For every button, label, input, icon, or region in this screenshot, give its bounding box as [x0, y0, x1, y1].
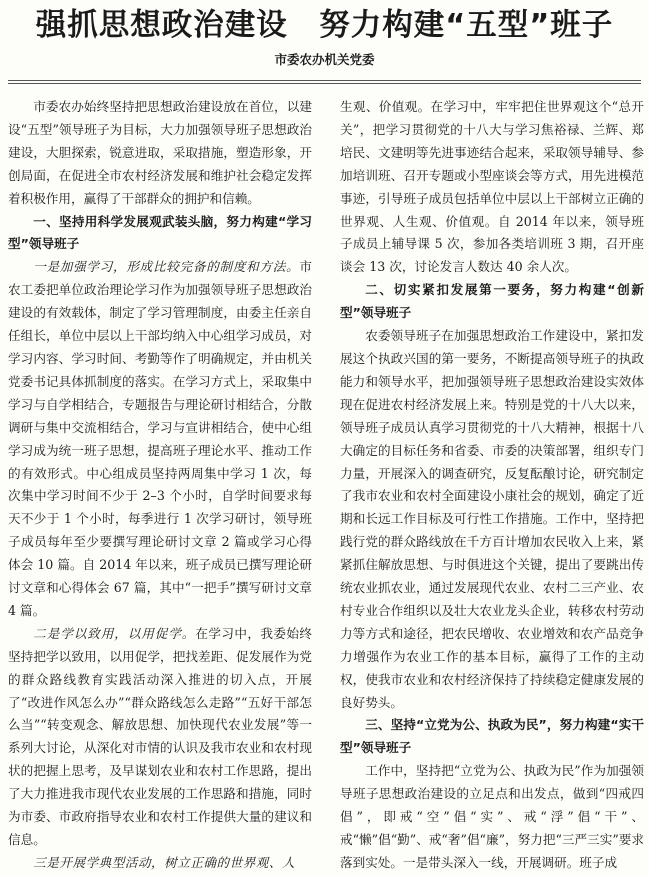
- body-paragraph: [8, 623, 312, 852]
- header-rule-bottom: [8, 83, 641, 84]
- point-lead: 三是开展学典型活动，树立正确的世界观、人: [33, 854, 296, 870]
- body-paragraph: [8, 256, 312, 623]
- point-text: 在学习中，我委始终坚持把学以致用，以用促学，把找差距、促发展作为党的群众路线教育实践活动深入推进的切入点，开展了“改进作风怎么办”“群众路线怎么走路”“五好干部怎么当”“转变观念、解放思想、加快现代农业发展”等一系列大讨论，从深化对市情的认识及我市农业和农村现状的把握上思考，及早谋划农业和农村工作思路，提出了大力推进我市现代农业发展的工作思路和措施，同时为市委、市政府指导农业和农村工作提供大量的建议和信息。: [8, 625, 313, 847]
- body-paragraph: [8, 852, 312, 875]
- point-lead: 一是加强学习，形成比较完备的制度和方法。: [33, 259, 300, 275]
- left-column: [8, 96, 312, 875]
- section-heading-2: 二、切实紧扣发展第一要务，努力构建“创新型”领导班子: [340, 282, 644, 321]
- header-rule-top: [8, 80, 641, 81]
- point-lead: 二是学以致用，以用促学。: [33, 625, 196, 641]
- section-heading-1: 一、坚持用科学发展观武装头脑，努力构建“学习型”领导班子: [8, 213, 312, 252]
- article-byline: 市委农办机关党委: [274, 52, 375, 67]
- body-paragraph: 农委领导班子在加强思想政治工作建设中，紧扣发展这个执政兴国的第一要务，不断提高领导班子的执政能力和领导水平，把加强领导班子思想政治建设实效体现在促进农村经济发展上来。特别是党的十八大以来，领导班子成员认真学习贯彻党的十八大精神，根据十八大确定的目标任务和省委、市委的决策部署，组织专门力量，开展深入的调查研究，反复酝酿讨论，研究制定了我市农业和农村全面建设小康社会的规划，确定了近期和长远工作目标及可行性工作措施。工作中，坚持把践行党的群众路线放在千方百计增加农民收入上来，紧紧抓住解放思想、与时俱进这个关键，提出了要跳出传统农业抓农业，通过发展现代农业、农村二三产业、农村专业合作组织以及壮大农业龙头企业，转移农村劳动力等方式和途径，把农民增收、农业增效和农产品竞争力增强作为农业工作的基本目标，赢得了工作的主动权，使我市农业和农村经济保持了持续稳定健康发展的良好势头。: [340, 328, 644, 710]
- point-text: 市农工委把单位政治理论学习作为加强领导班子思想政治建设的有效载体，制定了学习管理制度，由委主任亲自任组长，单位中层以上干部均纳入中心组学习成员，对学习内容、学习时间、考勤等作了明确规定，并由机关党委书记具体抓制度的落实。在学习方式上，采取集中学习与自学相结合，专题报告与理论研讨相结合，分散调研与集中交流相结合，学习与宣讲相结合，使中心组学习成为统一班子思想，提高班子理论水平、推动工作的有效形式。中心组成员坚持两周集中学习 1 次，每次集中学习时间不少于 2–3 个小时，自学时间要求每天不少于 1 个小时，每季进行 1 次学习研讨，领导班子成员每年至少要撰写理论研讨文章 2 篇或学习心得体会 10 篇。自 2014 年以来，班子成员已撰写理论研讨文章和心得体会 67 篇，其中“一把手”撰写研讨文章 4 篇。: [8, 259, 312, 618]
- right-column: [340, 96, 644, 875]
- body-paragraph: 工作中，坚持把“立党为公、执政为民”作为加强领导班子思想政治建设的立足点和出发点，做到“四戒四倡”，即戒“空”倡“实”、戒“浮”倡“干”、戒“懒”倡“勤”、戒“奢”倡“廉”，努力把“三严三实”要求落到实处。一是带头深入一线，开展调研。班子成: [340, 763, 644, 870]
- intro-paragraph: 市委农办始终坚持把思想政治建设放在首位，以建设“五型”领导班子为目标，大力加强领导班子思想政治建设，大胆探索，锐意进取，采取措施，塑造形象，开创局面，在促进全市农村经济发展和维护社会稳定发挥着积极作用，赢得了干部群众的拥护和信赖。: [8, 99, 312, 206]
- continued-paragraph: 生观、价值观。在学习中，牢牢把住世界观这个“总开关”，把学习贯彻党的十八大与学习焦裕禄、兰辉、郑培民、文建明等先进事迹结合起来，采取领导辅导、参加培训班、召开专题或小型座谈会等方式，用先进模范事迹，引导班子成员包括单位中层以上干部树立正确的世界观、人生观、价值观。自 2014 年以来，领导班子成员上辅导课 5 次，参加各类培训班 3 期，召开座谈会 13 次，讨论发言人数达 40 余人次。: [340, 99, 644, 275]
- section-heading-3: 三、坚持“立党为公、执政为民”，努力构建“实干型”领导班子: [340, 717, 644, 756]
- article-title: 强抓思想政治建设 努力构建“五型”班子: [35, 8, 614, 43]
